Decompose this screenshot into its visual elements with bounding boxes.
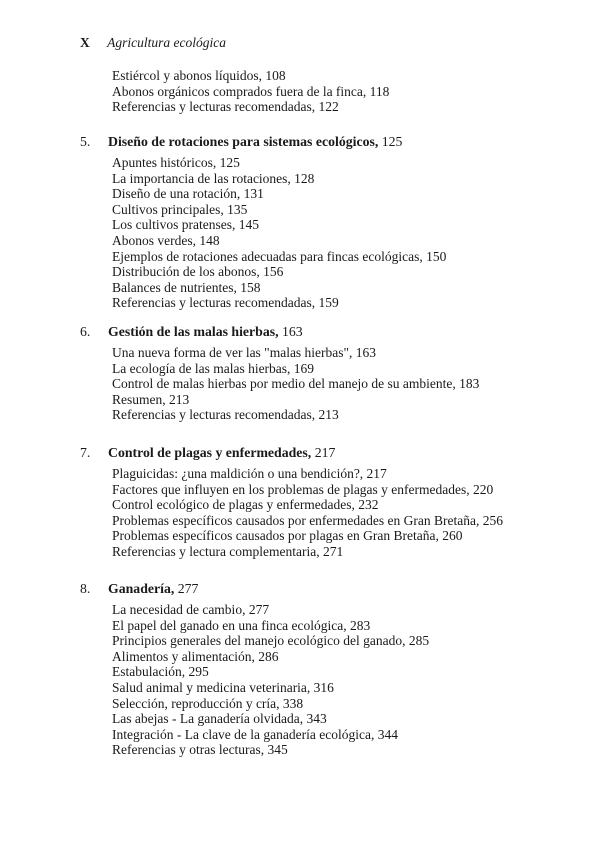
chapter-7 xyxy=(0,444,600,560)
chapter-title-text: Control de plagas y enfermedades, xyxy=(108,445,312,460)
toc-entry: Factores que influyen en los problemas de plagas y enfermedades, 220 xyxy=(112,481,494,497)
chapter-entries xyxy=(0,345,600,423)
toc-entry: La ecología de las malas hierbas, 169 xyxy=(112,360,315,376)
toc-entry: El papel del ganado en una finca ecológica, 283 xyxy=(112,617,371,633)
chapter-heading xyxy=(0,580,600,598)
toc-entry: Balances de nutrientes, 158 xyxy=(112,279,261,295)
toc-entry: Referencias y lecturas recomendadas, 122 xyxy=(112,99,339,115)
chapter-page: 217 xyxy=(311,445,336,460)
chapter-number: 5. xyxy=(80,134,91,149)
chapter-title xyxy=(108,323,303,341)
toc-entry: Referencias y lectura complementaria, 271 xyxy=(112,543,344,559)
toc-entry: Abonos orgánicos comprados fuera de la finca, 118 xyxy=(112,83,390,99)
toc-entry: Integración - La clave de la ganadería ecológica, 344 xyxy=(112,726,398,742)
chapter-entries xyxy=(0,602,600,758)
toc-entry: Referencias y lecturas recomendadas, 159 xyxy=(112,295,339,311)
chapter-title-text: Ganadería, xyxy=(108,581,175,596)
toc-entry: Problemas específicos causados por plagas en Gran Bretaña, 260 xyxy=(112,528,463,544)
chapter-heading xyxy=(0,444,600,462)
toc-entry: Ejemplos de rotaciones adecuadas para fincas ecológicas, 150 xyxy=(112,248,447,264)
chapter-page: 125 xyxy=(378,134,403,149)
toc-entry: Alimentos y alimentación, 286 xyxy=(112,648,279,664)
toc-entry: Estabulación, 295 xyxy=(112,664,209,680)
chapter-page: 277 xyxy=(174,581,199,596)
toc-entry: Control ecológico de plagas y enfermedades, 232 xyxy=(112,497,379,513)
toc-entry: Principios generales del manejo ecológico del ganado, 285 xyxy=(112,633,430,649)
chapter-title xyxy=(108,580,198,598)
toc-entry: Diseño de una rotación, 131 xyxy=(112,186,264,202)
toc-entry: Salud animal y medicina veterinaria, 316 xyxy=(112,679,334,695)
toc-entry: La necesidad de cambio, 277 xyxy=(112,602,270,617)
toc-entry: Control de malas hierbas por medio del manejo de su ambiente, 183 xyxy=(112,376,480,392)
toc-entry: Cultivos principales, 135 xyxy=(112,201,248,217)
toc-entry: Plaguicidas: ¿una maldición o una bendición?, 217 xyxy=(112,466,387,481)
chapter-title-text: Diseño de rotaciones para sistemas ecológicos, xyxy=(108,134,379,149)
toc-entry: Selección, reproducción y cría, 338 xyxy=(112,695,304,711)
chapter-title-text: Gestión de las malas hierbas, xyxy=(108,324,279,339)
toc-entry: Referencias y otras lecturas, 345 xyxy=(112,742,288,758)
chapter-title xyxy=(108,444,335,462)
chapter-number: 6. xyxy=(80,324,91,339)
chapter-8 xyxy=(0,580,600,758)
toc-entry: Abonos verdes, 148 xyxy=(112,232,220,248)
chapter-heading xyxy=(0,323,600,341)
toc-entry: Las abejas - La ganadería olvidada, 343 xyxy=(112,711,327,727)
chapter-title xyxy=(108,133,402,151)
chapter-5 xyxy=(0,133,600,311)
toc-entry: Apuntes históricos, 125 xyxy=(112,155,240,170)
chapter-6 xyxy=(0,323,600,423)
page-folio: X xyxy=(80,35,90,50)
chapter-number: 7. xyxy=(80,445,91,460)
toc-entry: Resumen, 213 xyxy=(112,391,190,407)
chapter-heading xyxy=(0,133,600,151)
page-header xyxy=(80,35,226,51)
toc-entry: Referencias y lecturas recomendadas, 213 xyxy=(112,407,339,423)
chapter-page: 163 xyxy=(278,324,303,339)
continued-entries xyxy=(0,68,600,115)
toc-entry: Una nueva forma de ver las "malas hierbas", 163 xyxy=(112,345,377,360)
chapter-number: 8. xyxy=(80,581,91,596)
running-title: Agricultura ecológica xyxy=(107,35,226,50)
chapter-entries xyxy=(0,155,600,311)
toc-entry: Estiércol y abonos líquidos, 108 xyxy=(112,68,286,83)
toc-entry: Distribución de los abonos, 156 xyxy=(112,264,284,280)
toc-entry: Los cultivos pratenses, 145 xyxy=(112,217,259,233)
toc-entry: Problemas específicos causados por enfermedades en Gran Bretaña, 256 xyxy=(112,512,503,528)
toc-entry: La importancia de las rotaciones, 128 xyxy=(112,170,315,186)
chapter-entries xyxy=(0,466,600,560)
